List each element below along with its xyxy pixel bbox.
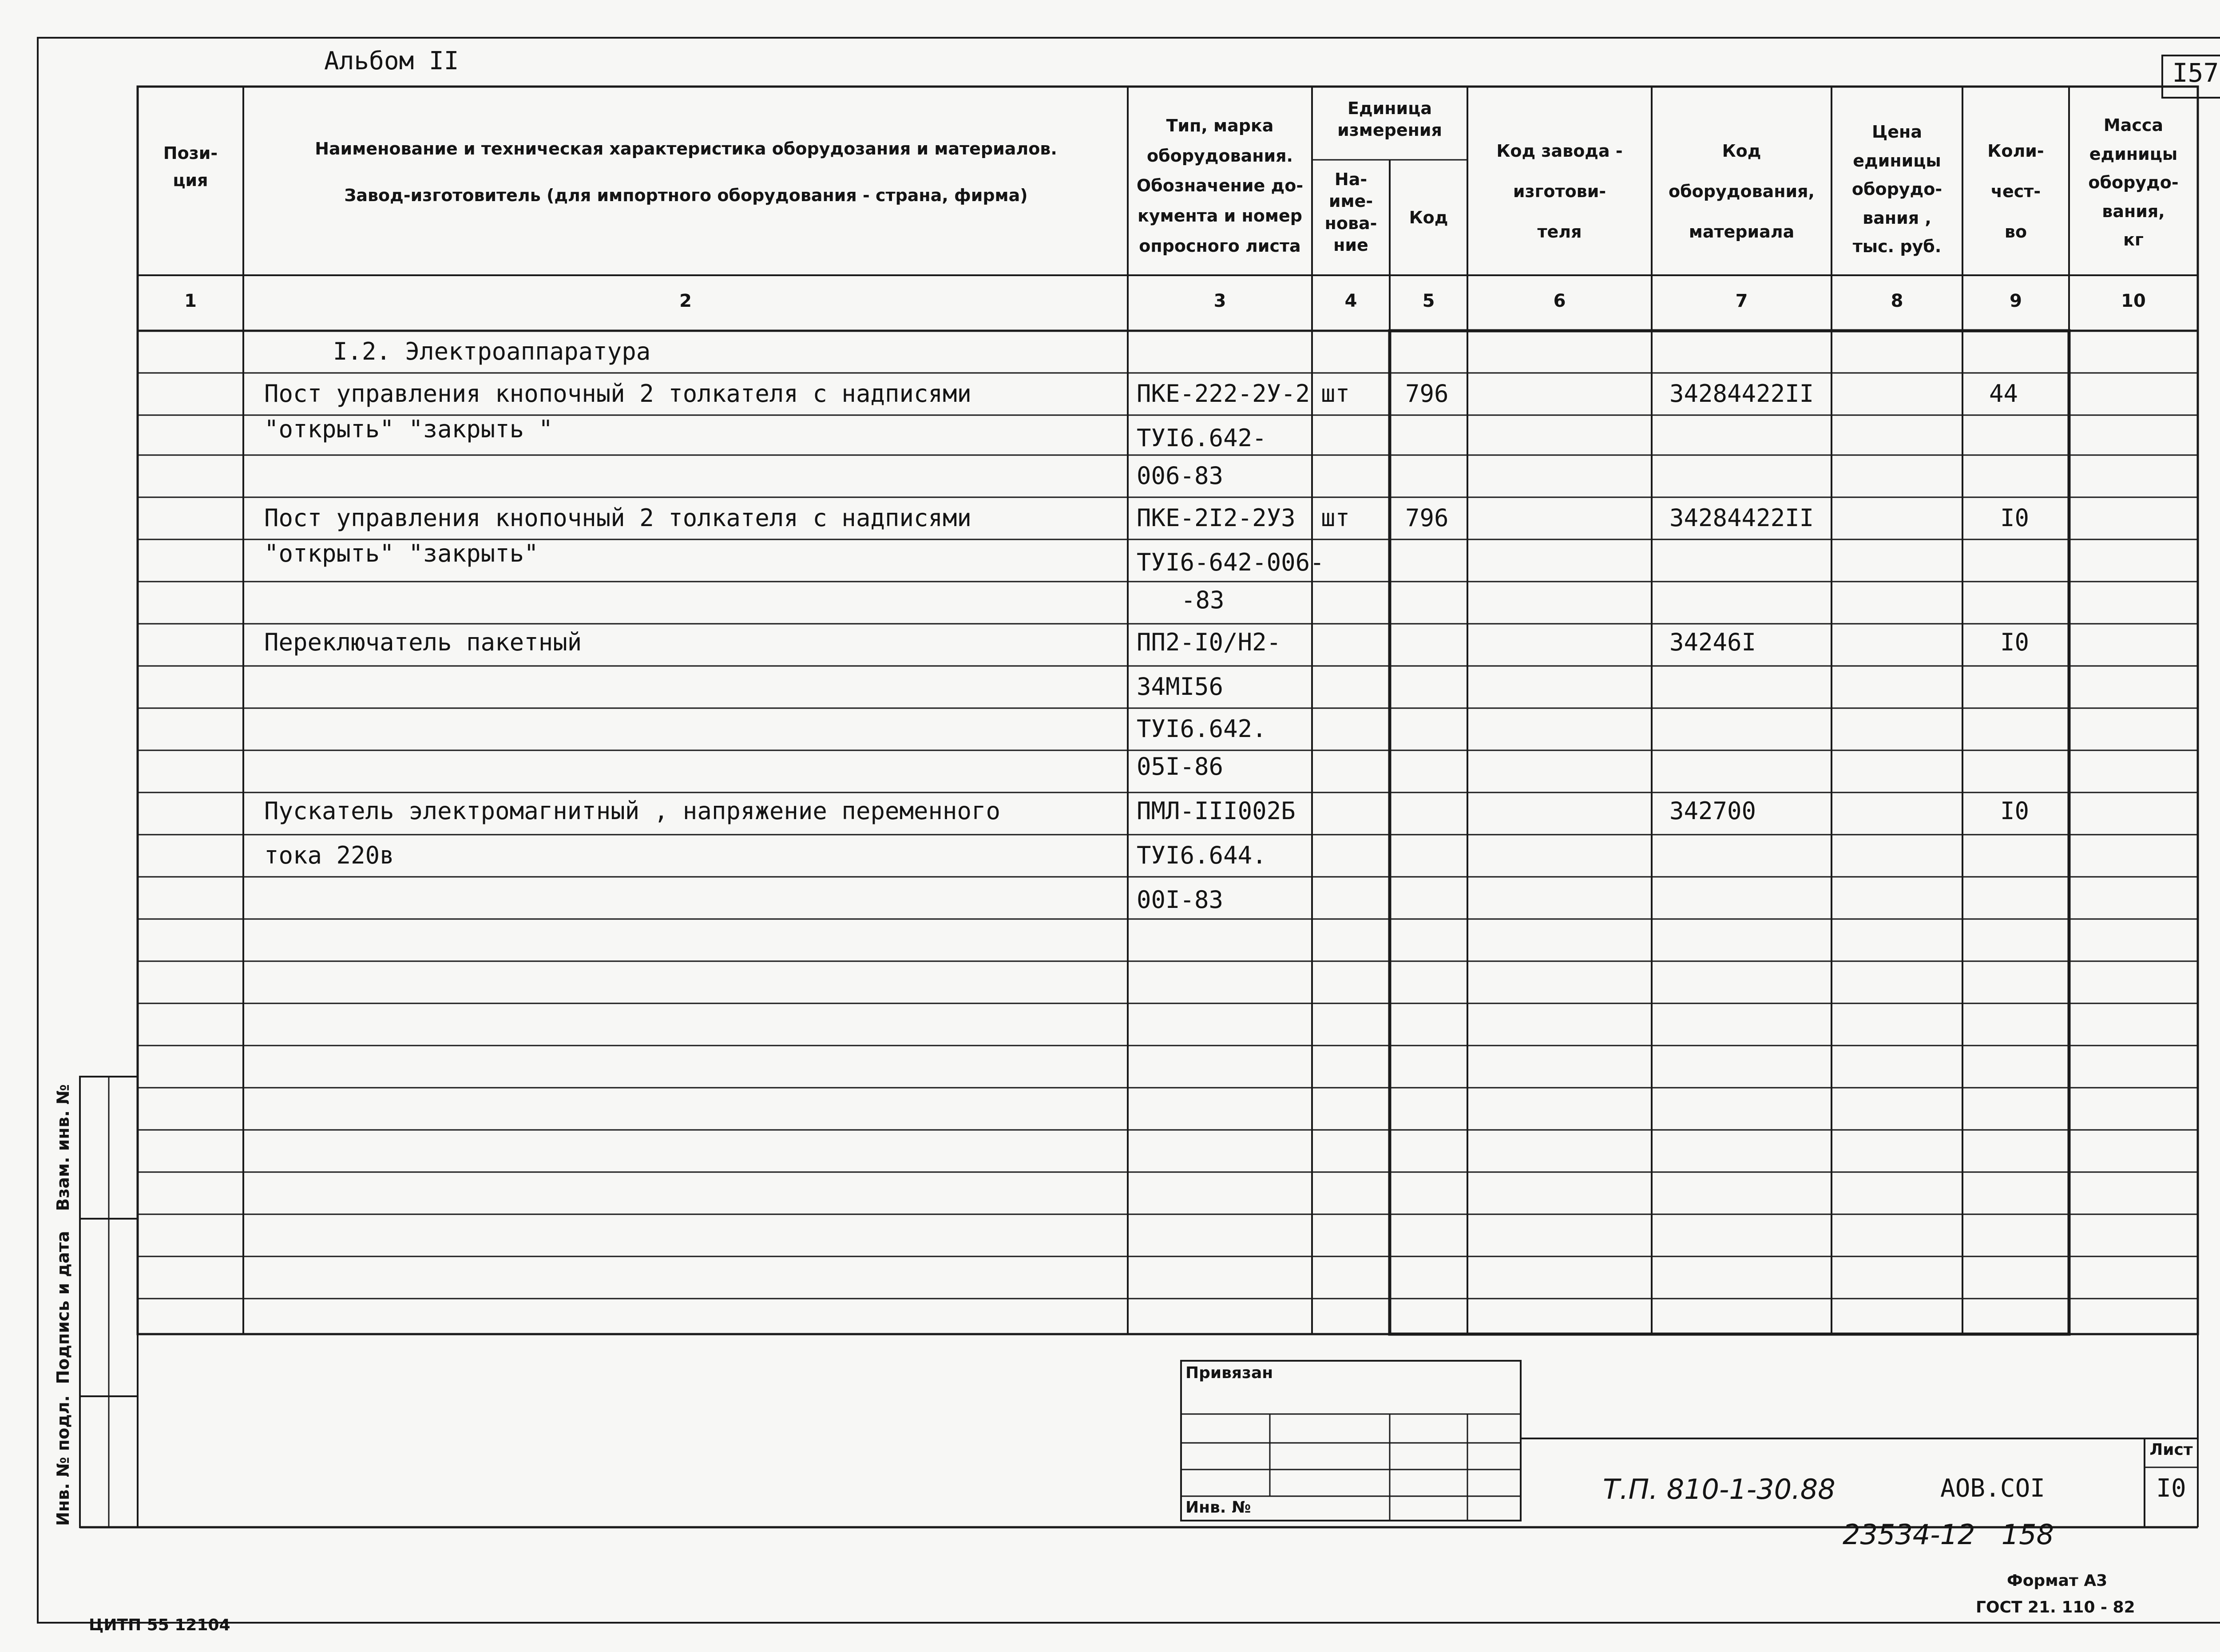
- header-name-line2: Завод-изготовитель (для импортного оборудования - страна, фирма): [344, 186, 1028, 205]
- row-type: ТУI6.642.: [1137, 715, 1267, 743]
- row-equipment-code: 34284422II: [1669, 380, 1814, 408]
- row-type: 05I-86: [1137, 753, 1224, 780]
- side-stamp-vzam: Взам. инв. №: [53, 1084, 73, 1211]
- row-type: 34МI56: [1137, 673, 1224, 701]
- header-type: Тип, марка оборудования. Обозначение до- кумента и номер опросного листа: [1136, 116, 1304, 256]
- row-type: 00I-83: [1137, 886, 1224, 914]
- header-unit-code: Код: [1409, 208, 1448, 227]
- col-number-10: 10: [2121, 291, 2146, 311]
- header-factory-code: Код завода - изготови- теля: [1496, 141, 1623, 242]
- row-type: ТУI6.642-: [1137, 424, 1267, 452]
- row-unit: шт: [1321, 380, 1350, 408]
- col-number-7: 7: [1735, 291, 1748, 311]
- gost-label: ГОСТ 21. 110 - 82: [1976, 1598, 2135, 1616]
- page-number: I57: [2172, 58, 2219, 88]
- side-stamp-inv: Инв. № подл.: [53, 1395, 73, 1526]
- row-name: тока 220в: [264, 841, 394, 869]
- header-unit-group: Единица измерения: [1337, 99, 1442, 140]
- header-price: Цена единицы оборудо- вания , тыс. руб.: [1851, 122, 1942, 257]
- row-quantity: I0: [2000, 797, 2030, 825]
- doc-code: АОВ.СОI: [1940, 1474, 2046, 1503]
- row-quantity: I0: [2000, 504, 2030, 532]
- col-number-3: 3: [1213, 291, 1226, 311]
- row-type: -83: [1181, 586, 1225, 614]
- col-number-8: 8: [1891, 291, 1903, 311]
- row-type: ПКЕ-222-2У-2: [1137, 380, 1310, 408]
- album-label: Альбом II: [324, 47, 459, 75]
- row-unit-code: 796: [1405, 380, 1449, 408]
- col-number-9: 9: [2010, 291, 2022, 311]
- row-quantity: I0: [2000, 628, 2030, 656]
- header-mass: Масса единицы оборудо- вания, кг: [2088, 115, 2179, 250]
- header-name-line1: Наименование и техническая характеристика оборудозания и материалов.: [315, 139, 1057, 158]
- row-type: ПМЛ-III002Б: [1137, 797, 1296, 825]
- side-stamp-podpis: Подпись и дата: [53, 1231, 73, 1384]
- row-unit: шт: [1321, 504, 1350, 532]
- header-position: Пози- ция: [163, 143, 218, 190]
- row-type: ТУI6-642-006-: [1137, 548, 1324, 576]
- sheet-number: I0: [2156, 1474, 2186, 1503]
- row-equipment-code: 342700: [1669, 797, 1756, 825]
- col-number-2: 2: [679, 291, 692, 311]
- row-equipment-code: 34284422II: [1669, 504, 1814, 532]
- row-type: ПП2-I0/Н2-: [1137, 628, 1281, 656]
- row-equipment-code: 34246I: [1669, 628, 1756, 656]
- format-label: Формат А3: [2007, 1572, 2108, 1590]
- row-name: "открыть" "закрыть ": [264, 415, 553, 443]
- col-number-4: 4: [1344, 291, 1357, 311]
- row-quantity: 44: [1989, 380, 2018, 408]
- header-quantity: Коли- чест- во: [1987, 141, 2044, 242]
- stamp-inv-no: Инв. №: [1185, 1498, 1251, 1517]
- row-name: Переключатель пакетный: [264, 628, 582, 656]
- row-name: Пускатель электромагнитный , напряжение переменного: [264, 797, 1001, 825]
- row-type: ТУI6.644.: [1137, 841, 1267, 869]
- row-name: Пост управления кнопочный 2 толкателя с надписями: [264, 504, 972, 532]
- section-title: I.2. Электроаппаратура: [333, 337, 651, 365]
- row-name: Пост управления кнопочный 2 толкателя с надписями: [264, 380, 972, 408]
- row-type: 006-83: [1137, 462, 1224, 490]
- header-unit-name: На- име- нова- ние: [1324, 170, 1377, 255]
- header-equipment-code: Код оборудования, материала: [1669, 141, 1815, 242]
- row-name: "открыть" "закрыть": [264, 539, 539, 567]
- col-number-6: 6: [1553, 291, 1566, 311]
- citp-label: ЦИТП 55 12104: [89, 1616, 230, 1634]
- stamp-privyazan: Привязан: [1185, 1364, 1273, 1382]
- col-number-1: 1: [184, 291, 197, 311]
- doc-reference: Т.П. 810-1-30.88: [1603, 1473, 1835, 1505]
- row-unit-code: 796: [1405, 504, 1449, 532]
- col-number-5: 5: [1422, 291, 1435, 311]
- row-type: ПКЕ-2I2-2У3: [1137, 504, 1296, 532]
- handwritten-number: 23534-12 158: [1843, 1518, 2054, 1551]
- sheet-label: Лист: [2149, 1441, 2193, 1459]
